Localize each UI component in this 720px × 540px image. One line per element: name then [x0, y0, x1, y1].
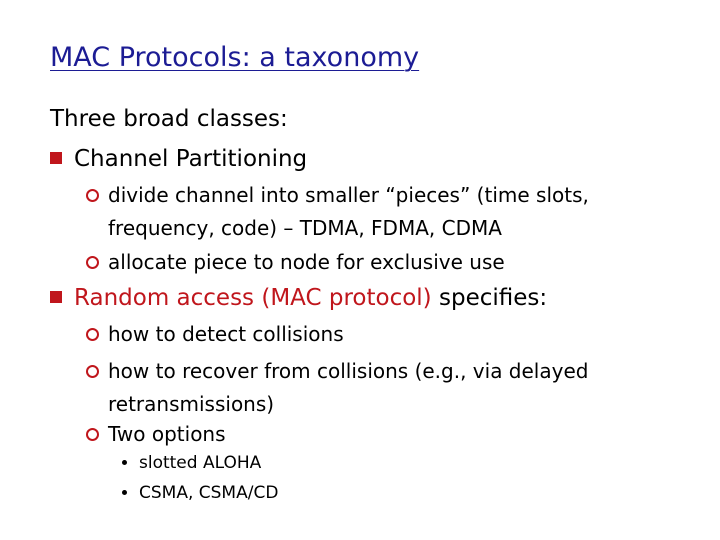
sub-bullet-text: allocate piece to node for exclusive use — [108, 250, 505, 274]
channel-partitioning-heading: Channel Partitioning — [74, 146, 308, 172]
option-text: CSMA, CSMA/CD — [139, 483, 279, 503]
sub-bullet-text: divide channel into smaller “pieces” (time slots, frequency, code) – TDMA, FDMA, CDMA — [108, 183, 589, 240]
sub-bullet-divide-channel — [86, 179, 686, 245]
sub-bullet-detect-collisions — [86, 318, 686, 351]
sub-bullet-two-options — [86, 418, 686, 451]
option-csma — [122, 483, 278, 503]
circle-bullet-icon — [86, 256, 99, 269]
sub-bullet-text: how to detect collisions — [108, 322, 344, 346]
sub-bullet-text: how to recover from collisions (e.g., via delayed retransmissions) — [108, 359, 589, 416]
sub-bullet-text: Two options — [108, 422, 226, 446]
circle-bullet-icon — [86, 365, 99, 378]
square-bullet-icon — [50, 291, 62, 303]
circle-bullet-icon — [86, 189, 99, 202]
sub-bullet-recover-collisions — [86, 355, 686, 421]
circle-bullet-icon — [86, 328, 99, 341]
square-bullet-icon — [50, 152, 62, 164]
dot-bullet-icon — [122, 490, 127, 495]
option-text: slotted ALOHA — [139, 453, 262, 473]
random-access-heading-highlight: Random access (MAC protocol) — [74, 285, 432, 311]
sub-bullet-allocate-piece — [86, 246, 686, 279]
bullet-random-access — [50, 285, 547, 311]
random-access-heading-rest: specifies: — [431, 285, 548, 311]
bullet-channel-partitioning — [50, 146, 307, 172]
dot-bullet-icon — [122, 460, 127, 465]
intro-text: Three broad classes: — [50, 106, 288, 132]
slide-title: MAC Protocols: a taxonomy — [50, 42, 420, 73]
option-slotted-aloha — [122, 453, 261, 473]
circle-bullet-icon — [86, 428, 99, 441]
